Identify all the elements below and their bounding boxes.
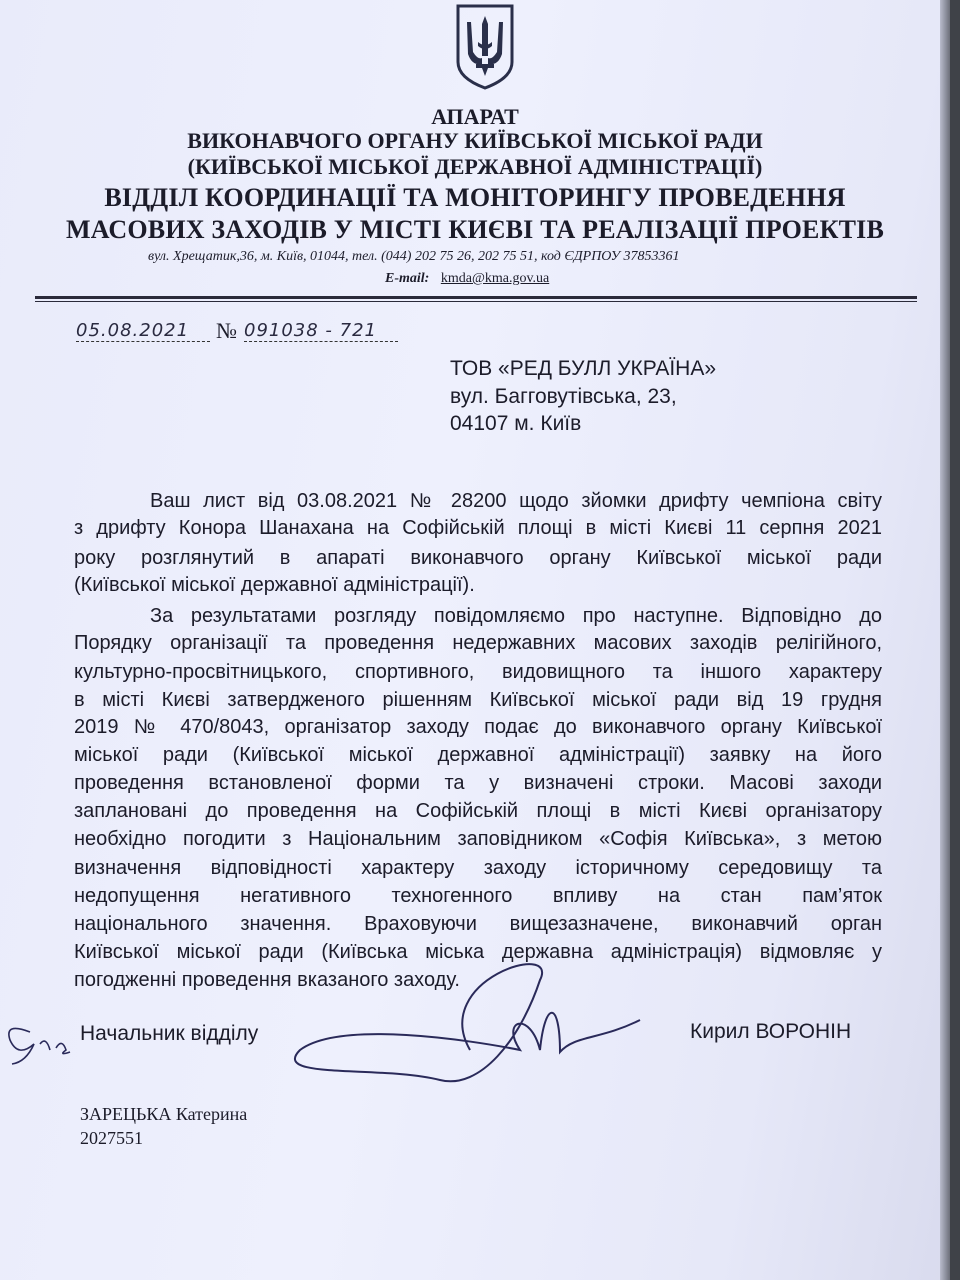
signatory-name: Кирил ВОРОНІН [690,1020,852,1043]
body-line: національного значення. Враховуючи вищезазначене, виконавчий орган [74,913,882,935]
header-divider-thick [35,296,917,299]
trident-coat-of-arms-icon [452,2,518,90]
header-department-line1: ВІДДІЛ КООРДИНАЦІЇ ТА МОНІТОРИНГУ ПРОВЕДЕННЯ [104,183,846,212]
recipient-street: вул. Багговутівська, 23, [450,385,677,408]
header-email [385,271,549,287]
header-administration: (КИЇВСЬКОЇ МІСЬКОЇ ДЕРЖАВНОЇ АДМІНІСТРАЦІЇ) [187,154,763,179]
email-link[interactable]: kmda@kma.gov.ua [440,271,550,286]
body-line: погодженні проведення вказаного заходу. [74,969,460,991]
body-line: Порядку організації та проведення недержавних масових заходів релігійного, [74,632,882,654]
executor-name: ЗАРЕЦЬКА Катерина [80,1104,248,1124]
registration-number-label: № [216,318,237,343]
executor-phone: 2027551 [80,1128,143,1148]
body-line: Ваш лист від 03.08.2021 № 28200 щодо зйомки дрифту чемпіона світу [150,490,882,512]
body-line: недопущення негативного техногенного впливу на стан пам’яток [74,885,882,907]
recipient-city: 04107 м. Київ [450,412,582,435]
header-department-line2: МАСОВИХ ЗАХОДІВ У МІСТІ КИЄВІ ТА РЕАЛІЗАЦІЇ ПРОЕКТІВ [65,215,885,244]
body-line: заплановані до проведення на Софійській площі в місті Києві організатору [74,800,882,822]
body-line: в місті Києві затвердженого рішенням Київської міської ради від 19 грудня [74,689,882,711]
body-line: проведення встановленої форми та у визначені строки. Масові заходи [74,772,882,794]
body-line: За результатами розгляду повідомляємо про наступне. Відповідно до [150,605,882,627]
paper-edge-shadow [940,0,950,1280]
email-label: E-mail: [385,271,430,286]
recipient-company: ТОВ «РЕД БУЛЛ УКРАЇНА» [450,357,717,380]
registration-date: 05.08.2021 [76,320,210,342]
body-line: міської ради (Київської міської державної адміністрації) заявку на його [74,744,882,766]
body-line: визначення відповідності характеру заходу історичному середовищу та [74,857,882,879]
body-line: 2019 № 470/8043, організатор заходу подає до виконавчого органу Київської [74,716,882,738]
body-line: Київської міської ради (Київська міська державна адміністрація) відмовляє у [74,941,882,963]
header-apparatus: АПАРАТ [431,104,519,129]
body-line: року розглянутий в апараті виконавчого органу Київської міської ради [74,547,882,569]
body-line: культурно-просвітницького, спортивного, видовищного та іншого характеру [74,661,882,683]
body-line: з дрифту Конора Шанахана на Софійській площі в місті Києві 11 серпня 2021 [74,517,882,539]
header-executive-body: ВИКОНАВЧОГО ОРГАНУ КИЇВСЬКОЇ МІСЬКОЇ РАДИ [187,128,763,153]
body-line: (Київської міської державної адміністрації). [74,574,475,596]
body-line: необхідно погодити з Національним заповідником «Софія Київська», з метою [74,828,882,850]
registration-number: 091038 - 721 [244,320,398,342]
header-address: вул. Хрещатик,36, м. Київ, 01044, тел. (044) 202 75 26, 202 75 51, код ЄДРПОУ 37853361 [148,249,680,264]
signatory-position: Начальник відділу [80,1022,259,1045]
header-divider-thin [35,301,917,302]
